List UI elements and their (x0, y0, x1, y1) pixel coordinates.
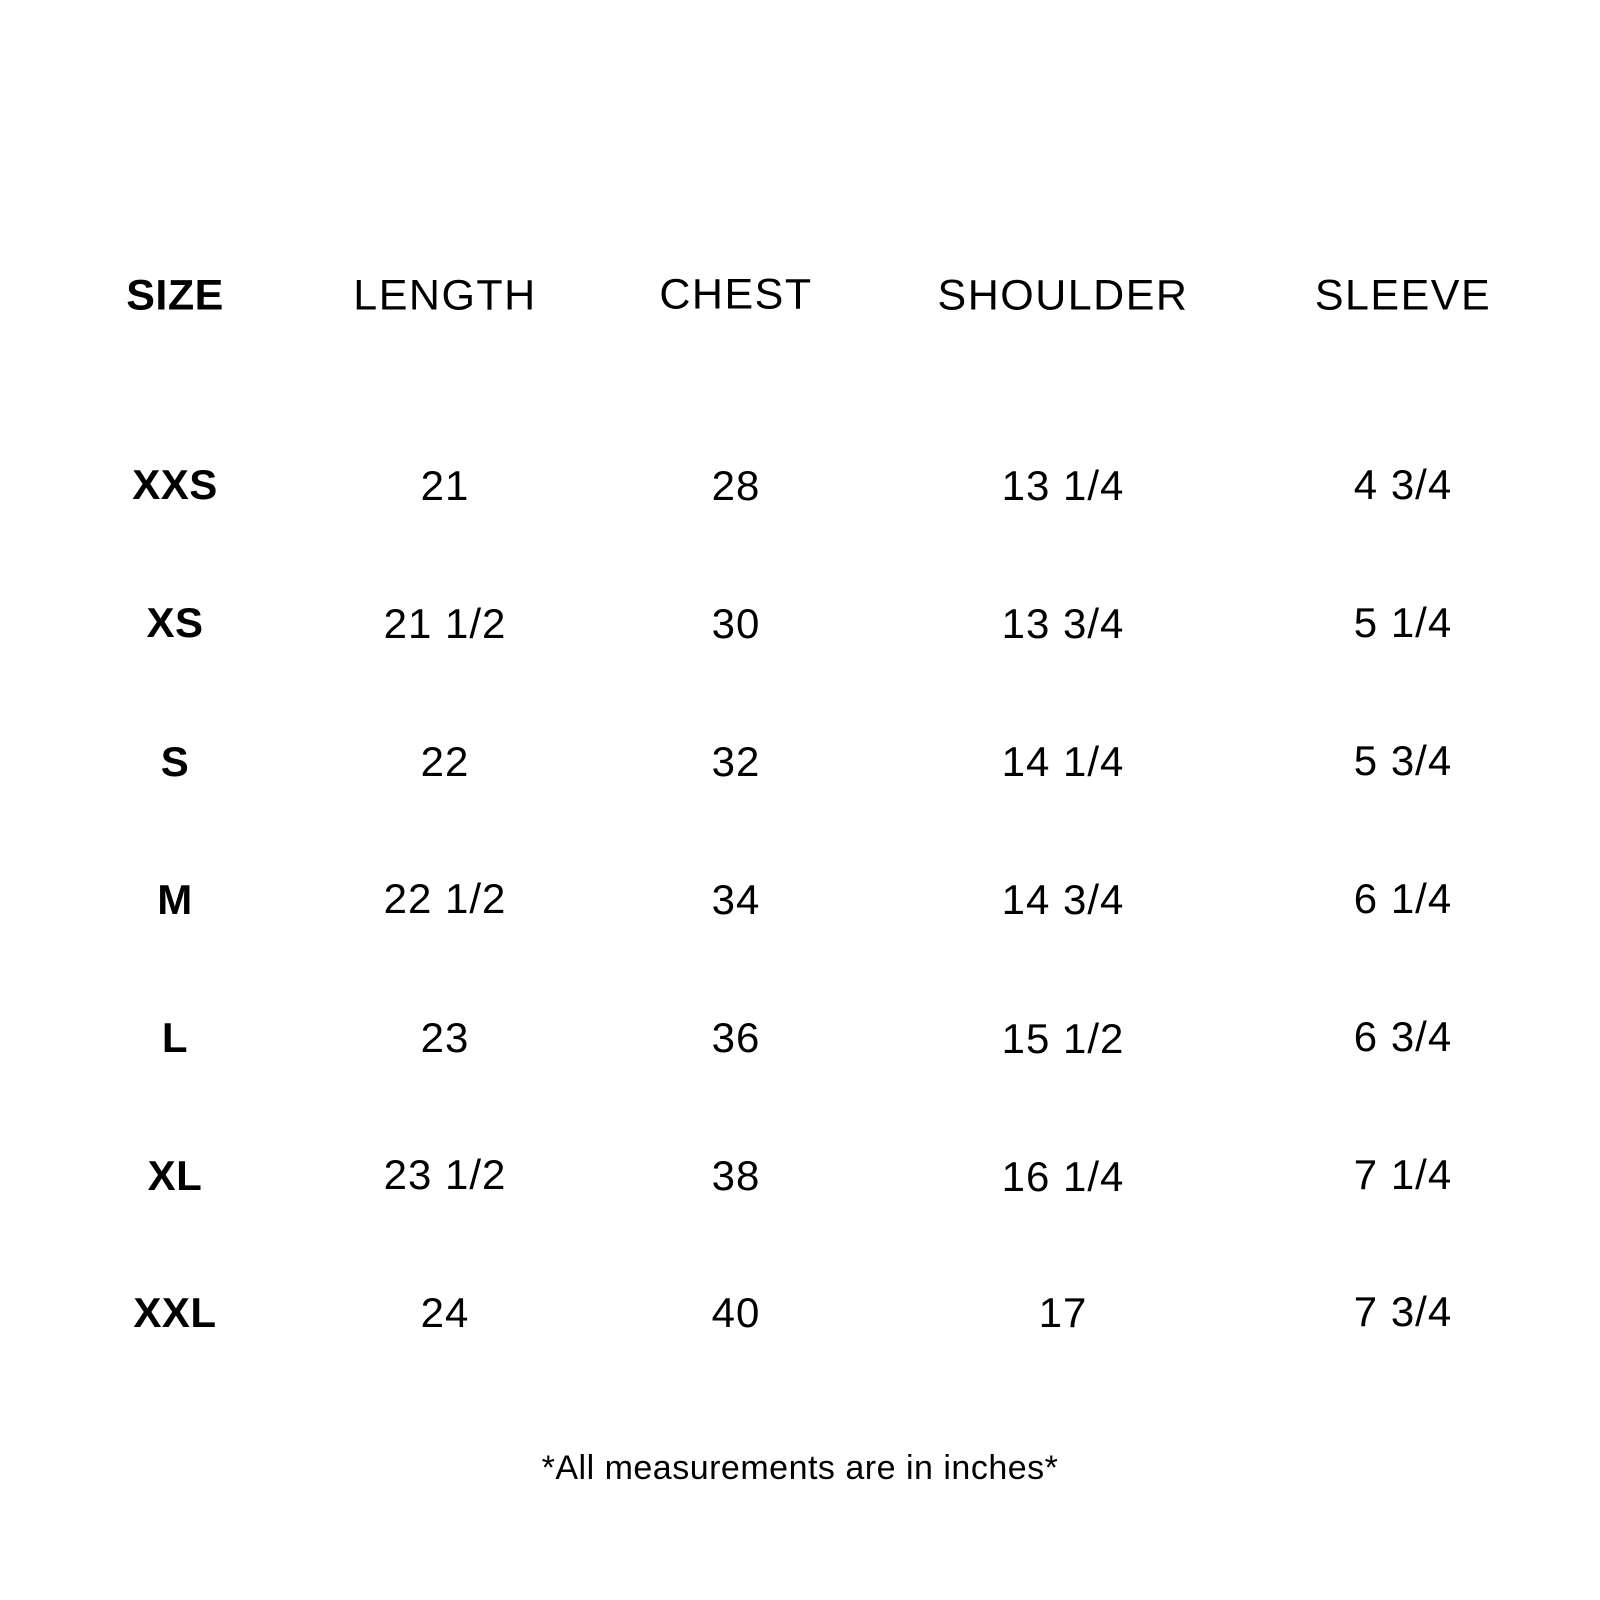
chest-value: 40 (711, 1289, 761, 1336)
header-sleeve: SLEEVE (1314, 271, 1492, 320)
size-label: L (161, 1014, 189, 1061)
shoulder-value: 13 3/4 (1001, 600, 1125, 647)
sleeve-value: 6 3/4 (1353, 1013, 1453, 1060)
shoulder-value: 17 (1038, 1289, 1088, 1336)
size-label: XXS (132, 461, 218, 508)
size-label: S (160, 738, 190, 785)
shoulder-value: 16 1/4 (1001, 1153, 1125, 1200)
sleeve-value: 7 3/4 (1353, 1288, 1453, 1335)
chest-value: 28 (711, 462, 761, 509)
sleeve-value: 6 1/4 (1353, 875, 1453, 922)
shoulder-value: 13 1/4 (1001, 462, 1125, 509)
shoulder-value: 14 3/4 (1001, 876, 1125, 923)
header-chest: CHEST (659, 270, 813, 319)
chest-value: 34 (711, 876, 761, 923)
sleeve-value: 5 1/4 (1353, 599, 1453, 646)
sleeve-value: 5 3/4 (1353, 737, 1453, 784)
chest-value: 38 (711, 1152, 761, 1199)
chest-value: 36 (711, 1014, 761, 1061)
length-value: 23 (420, 1014, 470, 1061)
sleeve-value: 7 1/4 (1353, 1151, 1453, 1198)
chest-value: 30 (711, 600, 761, 647)
length-value: 23 1/2 (383, 1151, 507, 1198)
size-label: XS (146, 599, 204, 646)
measurement-footnote: *All measurements are in inches* (541, 1449, 1059, 1487)
size-label: M (157, 876, 193, 923)
shoulder-value: 14 1/4 (1001, 738, 1125, 785)
length-value: 24 (420, 1289, 470, 1336)
length-value: 22 (420, 738, 470, 785)
length-value: 21 1/2 (383, 600, 507, 647)
length-value: 21 (420, 462, 470, 509)
size-label: XL (147, 1152, 203, 1199)
size-label: XXL (133, 1289, 217, 1336)
header-shoulder: SHOULDER (937, 271, 1189, 320)
header-size: SIZE (126, 271, 224, 320)
shoulder-value: 15 1/2 (1001, 1015, 1125, 1062)
header-length: LENGTH (353, 271, 537, 320)
chest-value: 32 (711, 738, 761, 785)
length-value: 22 1/2 (383, 875, 507, 922)
sleeve-value: 4 3/4 (1353, 461, 1453, 508)
